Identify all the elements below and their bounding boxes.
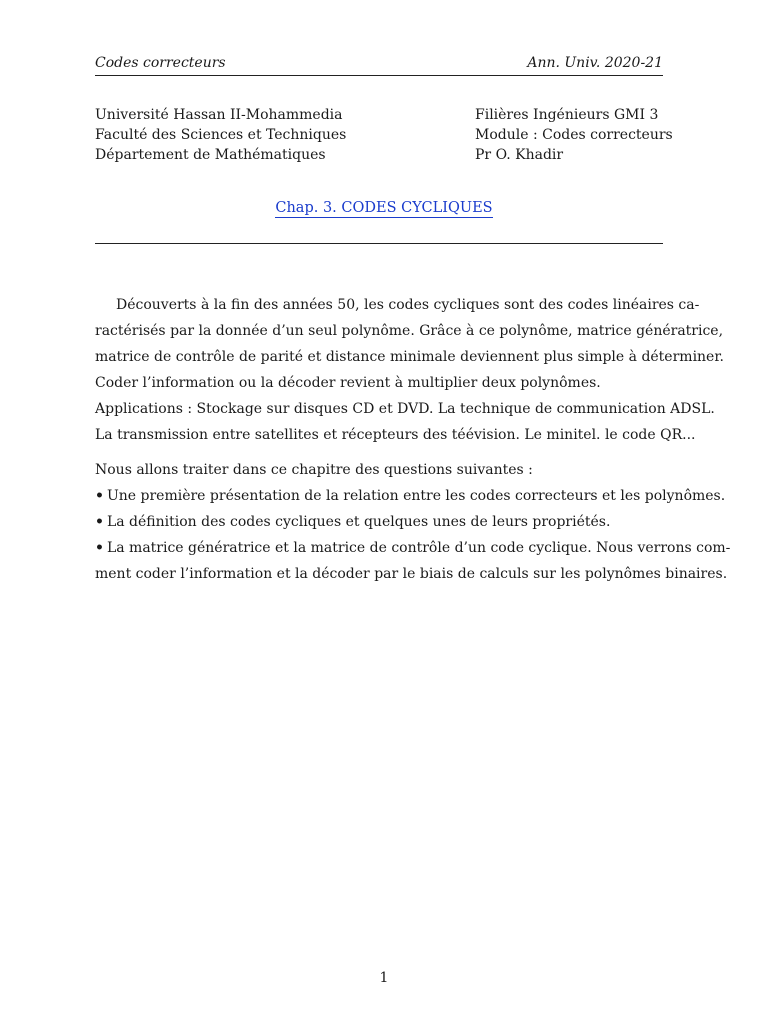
plan-bullet [95, 483, 726, 509]
bullet-continuation: ment coder l’information et la décoder par le biais de calculs sur les polynômes binaires. [95, 566, 728, 582]
program-name: Filières Ingénieurs GMI 3 [475, 107, 659, 123]
bullet-text: La définition des codes cycliques et quelques unes de leurs propriétés. [106, 514, 611, 530]
page-number: 1 [379, 970, 389, 986]
university-name: Université Hassan II-Mohammedia [95, 107, 343, 123]
intro-line: ractérisés par la donnée d’un seul polynôme. Grâce à ce polynôme, matrice génératrice, [95, 323, 724, 339]
intro-line: La transmission entre satellites et récepteurs des téévision. Le minitel. le code QR... [95, 427, 696, 443]
running-header [95, 55, 663, 76]
bullet-icon: • [95, 540, 104, 556]
intro-line: Coder l’information ou la décoder revient à multiplier deux polynômes. [95, 375, 601, 391]
module-name: Module : Codes correcteurs [475, 127, 673, 143]
intro-line: Découverts à la fin des années 50, les codes cycliques sont des codes linéaires ca- [116, 297, 700, 313]
bullet-icon: • [95, 488, 104, 504]
bullet-text: Une première présentation de la relation entre les codes correcteurs et les polynômes. [106, 488, 726, 504]
header-academic-year: Ann. Univ. 2020-21 [527, 55, 663, 71]
professor-name: Pr O. Khadir [475, 147, 564, 163]
intro-line: Applications : Stockage sur disques CD et DVD. La technique de communication ADSL. [95, 401, 715, 417]
intro-paragraph [95, 292, 724, 448]
institution-info [95, 105, 346, 165]
plan-intro: Nous allons traiter dans ce chapitre des questions suivantes : [95, 462, 533, 478]
header-course-title: Codes correcteurs [95, 55, 226, 71]
bullet-icon: • [95, 514, 104, 530]
title-divider [95, 243, 663, 244]
intro-line: matrice de contrôle de parité et distance minimale deviennent plus simple à déterminer. [95, 349, 724, 365]
plan-bullet [95, 535, 731, 561]
chapter-title [0, 200, 768, 216]
department-name: Département de Mathématiques [95, 147, 326, 163]
bullet-text: La matrice génératrice et la matrice de contrôle d’un code cyclique. Nous verrons com- [106, 540, 731, 556]
plan-bullet [95, 509, 663, 535]
chapter-title-link[interactable]: Chap. 3. CODES CYCLIQUES [275, 200, 493, 216]
chapter-plan [95, 457, 731, 587]
faculty-name: Faculté des Sciences et Techniques [95, 127, 347, 143]
course-info [475, 105, 673, 165]
